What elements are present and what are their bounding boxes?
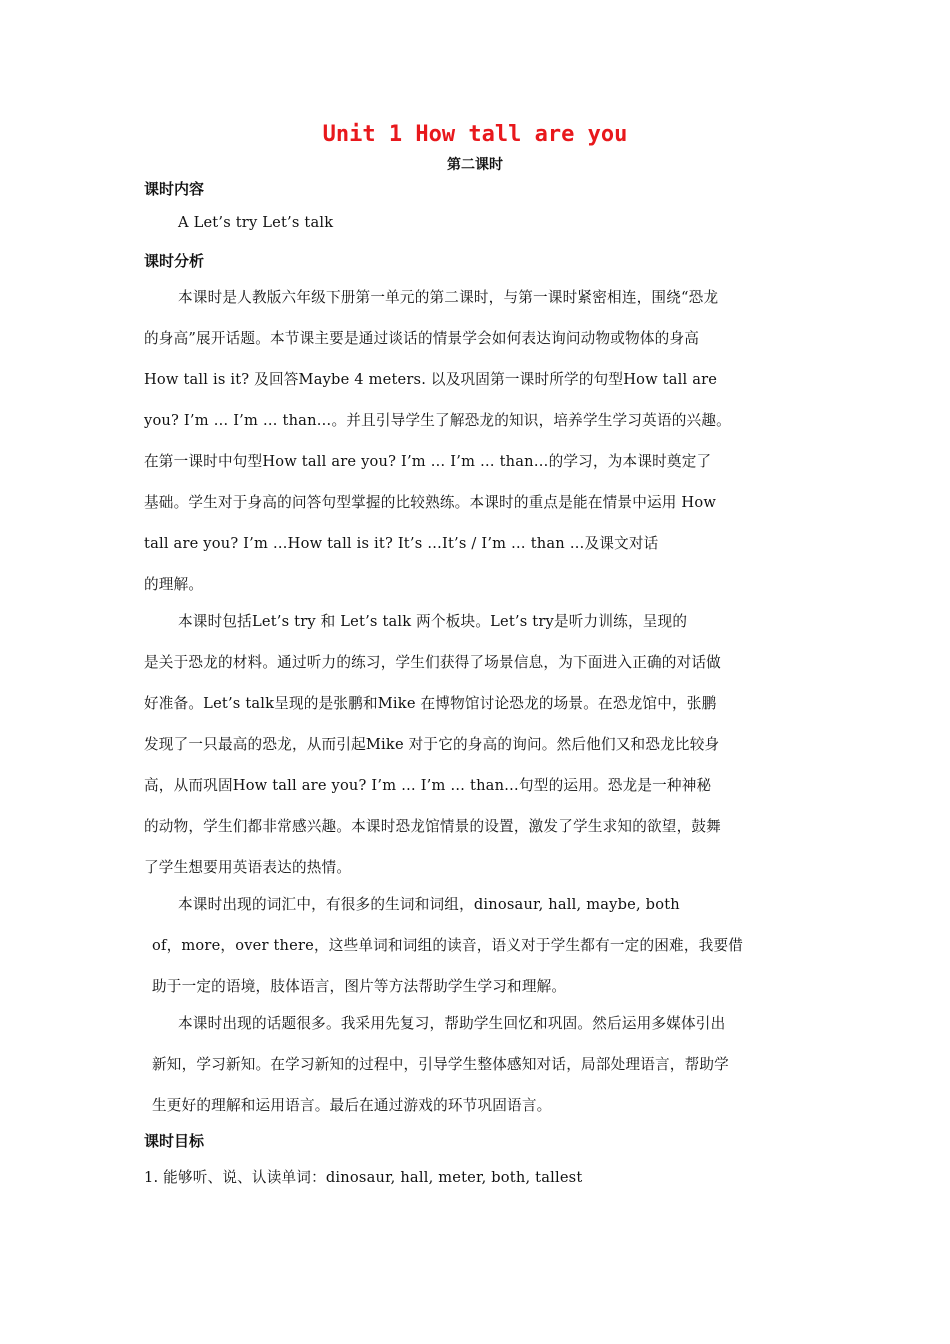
analysis-line: 助于一定的语境，肢体语言，图片等方法帮助学生学习和理解。 [152,978,567,995]
analysis-line: 是关于恐龙的材料。通过听力的练习，学生们获得了场景信息，为下面进入正确的对话做 [144,654,721,671]
analysis-line: 在第一课时中句型How tall are you? I’m … I’m … than…的学习，为本课时奠定了 [144,453,712,470]
analysis-line: 了学生想要用英语表达的热情。 [144,859,352,876]
analysis-line: 本课时出现的话题很多。我采用先复习，帮助学生回忆和巩固。然后运用多媒体引出 [178,1015,726,1032]
analysis-line: 的动物，学生们都非常感兴趣。本课时恐龙馆情景的设置，激发了学生求知的欲望，鼓舞 [144,818,721,835]
goal-item: 1. 能够听、说、认读单词：dinosaur, hall, meter, both, tallest [144,1169,583,1186]
lesson-subtitle: 第二课时 [447,157,503,173]
analysis-line: 本课时是人教版六年级下册第一单元的第二课时，与第一课时紧密相连，围绕“恐龙 [178,289,719,306]
analysis-line: 发现了一只最高的恐龙，从而引起Mike 对于它的身高的询问。然后他们又和恐龙比较身 [144,736,720,753]
analysis-line: 生更好的理解和运用语言。最后在通过游戏的环节巩固语言。 [152,1097,552,1114]
content-line: A Let’s try Let’s talk [178,214,334,231]
analysis-line: 基础。学生对于身高的问答句型掌握的比较熟练。本课时的重点是能在情景中运用 How [144,494,717,511]
analysis-heading: 课时分析 [144,252,205,270]
analysis-line: 的理解。 [144,576,204,593]
analysis-line: 高，从而巩固How tall are you? I’m … I’m … than…句型的运用。恐龙是一种神秘 [144,777,712,794]
goals-heading: 课时目标 [144,1132,205,1150]
analysis-line: you? I’m … I’m … than…。并且引导学生了解恐龙的知识，培养学生学习英语的兴趣。 [144,412,731,429]
analysis-line: 新知，学习新知。在学习新知的过程中，引导学生整体感知对话，局部处理语言，帮助学 [152,1056,729,1073]
document-title: Unit 1 How tall are you [322,122,628,147]
analysis-line: 本课时包括Let’s try 和 Let’s talk 两个板块。Let’s try是听力训练，呈现的 [178,613,688,630]
analysis-line: 好准备。Let’s talk呈现的是张鹏和Mike 在博物馆讨论恐龙的场景。在恐龙馆中，张鹏 [144,695,717,712]
analysis-line: 的身高”展开话题。本节课主要是通过谈话的情景学会如何表达询问动物或物体的身高 [144,330,700,347]
analysis-line: How tall is it? 及回答Maybe 4 meters. 以及巩固第一课时所学的句型How tall are [144,371,718,388]
analysis-line: tall are you? I’m …How tall is it? It’s …It’s / I’m … than …及课文对话 [144,535,659,552]
analysis-line: 本课时出现的词汇中，有很多的生词和词组，dinosaur, hall, maybe, both [178,896,680,913]
content-heading: 课时内容 [144,180,205,198]
analysis-line: of，more，over there，这些单词和词组的读音，语义对于学生都有一定的困难，我要借 [152,937,744,954]
